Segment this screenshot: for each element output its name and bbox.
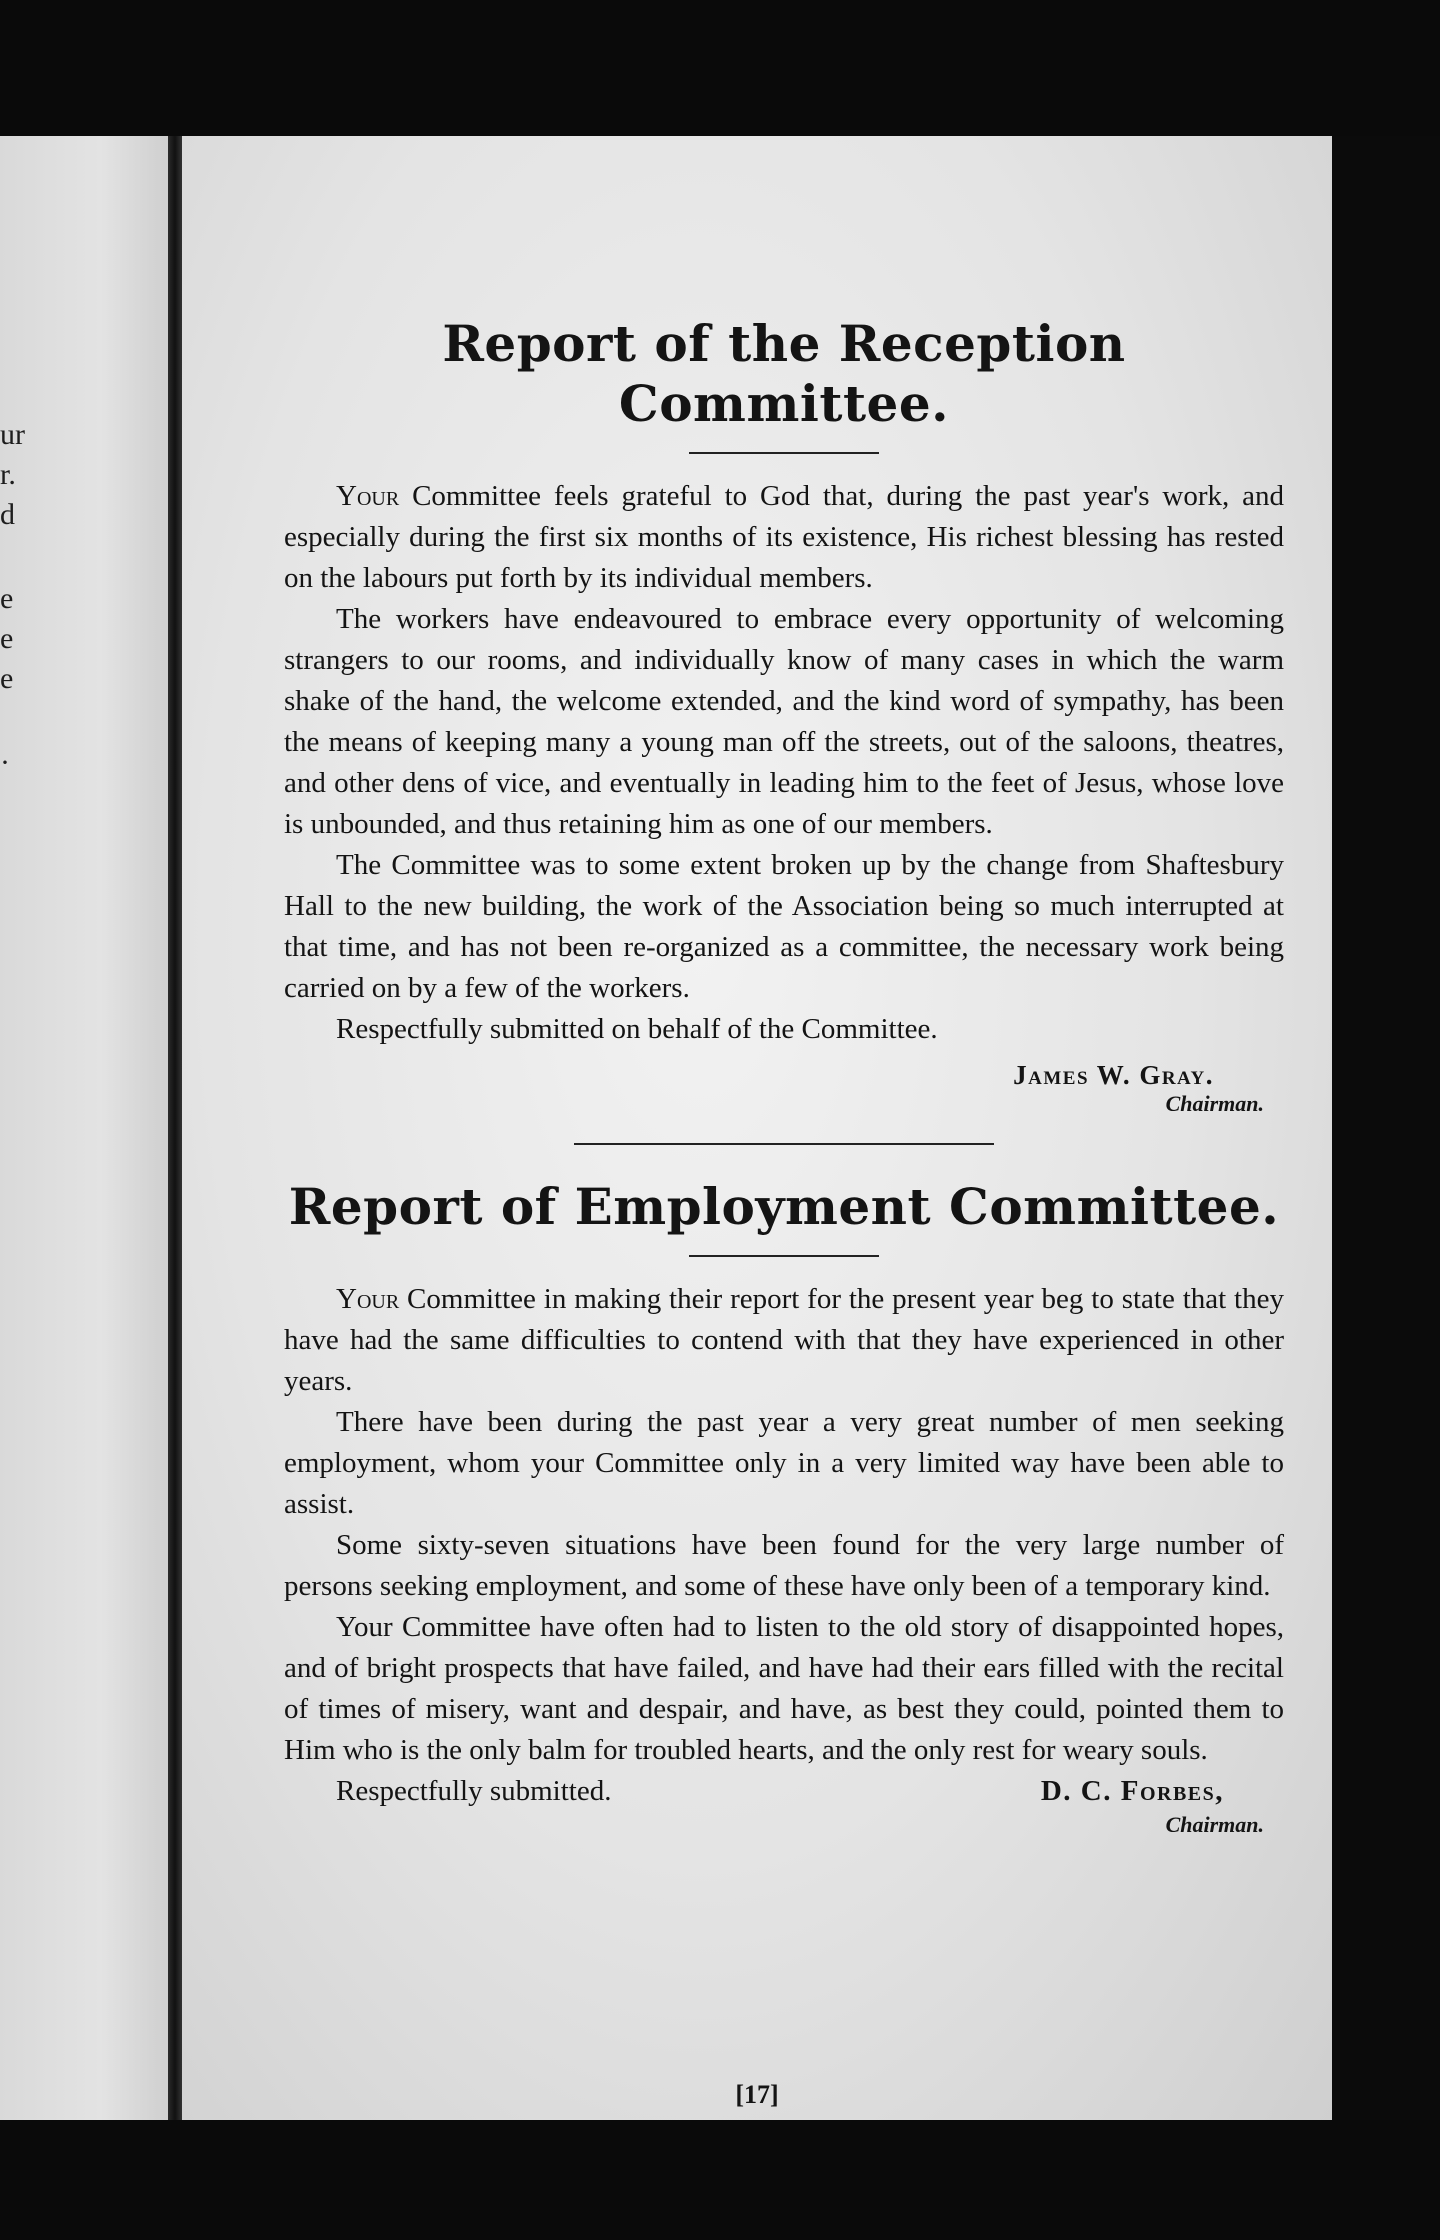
page-content	[284, 314, 1284, 1838]
reception-signature: James W. Gray.	[1013, 1060, 1214, 1090]
document-page	[182, 136, 1332, 2120]
employment-paragraph: Your Committee have often had to listen to the old story of disappointed hopes, and of bright prospects that have failed, and have had their ears filled with the recital of times of misery, want and despair, and have, as best they could, pointed them to Him who is the only balm for troubled hearts, and the only rest for weary souls.	[284, 1611, 1284, 1766]
adjacent-page-fragment: r.	[0, 458, 16, 491]
reception-paragraph: The workers have endeavoured to embrace every opportunity of welcoming strangers to our rooms, and individually know of many cases in which the warm shake of the hand, the welcome extended, and the kind word of sympathy, has been the means of keeping many a young man off the streets, out of the saloons, theatres, and other dens of vice, and eventually in leading him to the feet of Jesus, whose love is unbounded, and thus retaining him as one of our members.	[284, 603, 1284, 840]
book-spine	[168, 136, 182, 2120]
reception-report	[284, 314, 1284, 1117]
reception-paragraph: The Committee was to some extent broken up by the change from Shaftesbury Hall to the new building, the work of the Association being so much interrupted at that time, and has not been re-organized as a committee, the necessary work being carried on by a few of the workers.	[284, 849, 1284, 1004]
adjacent-page-edge	[0, 136, 168, 2120]
employment-closing-row	[284, 1771, 1284, 1812]
employment-report-title: Report of Employment Committee.	[288, 1177, 1280, 1236]
title-divider	[689, 452, 879, 454]
employment-paragraph: Some sixty-seven situations have been found for the very large number of persons seeking employment, and some of these have only been of a temporary kind.	[284, 1529, 1284, 1602]
employment-paragraph: There have been during the past year a very great number of men seeking employment, whom your Committee only in a very limited way have been able to assist.	[284, 1406, 1284, 1520]
adjacent-page-fragment: d	[0, 498, 15, 531]
reception-signature-title: Chairman.	[1165, 1091, 1264, 1116]
reception-paragraph: Your Committee feels grateful to God that, during the past year's work, and especially during the first six months of its existence, His richest blessing has rested on the labours put forth by its individual members.	[284, 480, 1284, 594]
employment-report	[284, 1177, 1284, 1838]
page-number: [17]	[735, 2080, 779, 2109]
reception-report-title: Report of the Reception Committee.	[442, 314, 1126, 433]
section-divider	[574, 1143, 994, 1145]
employment-paragraph: Your Committee in making their report for the present year beg to state that they have had the same difficulties to contend with that they have experienced in other years.	[284, 1283, 1284, 1397]
scan-border	[1332, 136, 1440, 2120]
adjacent-page-fragment: ur	[0, 418, 25, 451]
employment-closing: Respectfully submitted.	[336, 1775, 612, 1807]
employment-signature-title: Chairman.	[1165, 1812, 1264, 1837]
adjacent-page-fragment: e	[0, 662, 14, 695]
adjacent-page-fragment: e	[0, 622, 14, 655]
reception-closing: Respectfully submitted on behalf of the Committee.	[336, 1013, 938, 1045]
title-divider	[689, 1255, 879, 1257]
adjacent-page-fragment: ·	[0, 746, 10, 779]
employment-signature: D. C. Forbes,	[1040, 1775, 1224, 1807]
adjacent-page-fragment: e	[0, 582, 14, 615]
